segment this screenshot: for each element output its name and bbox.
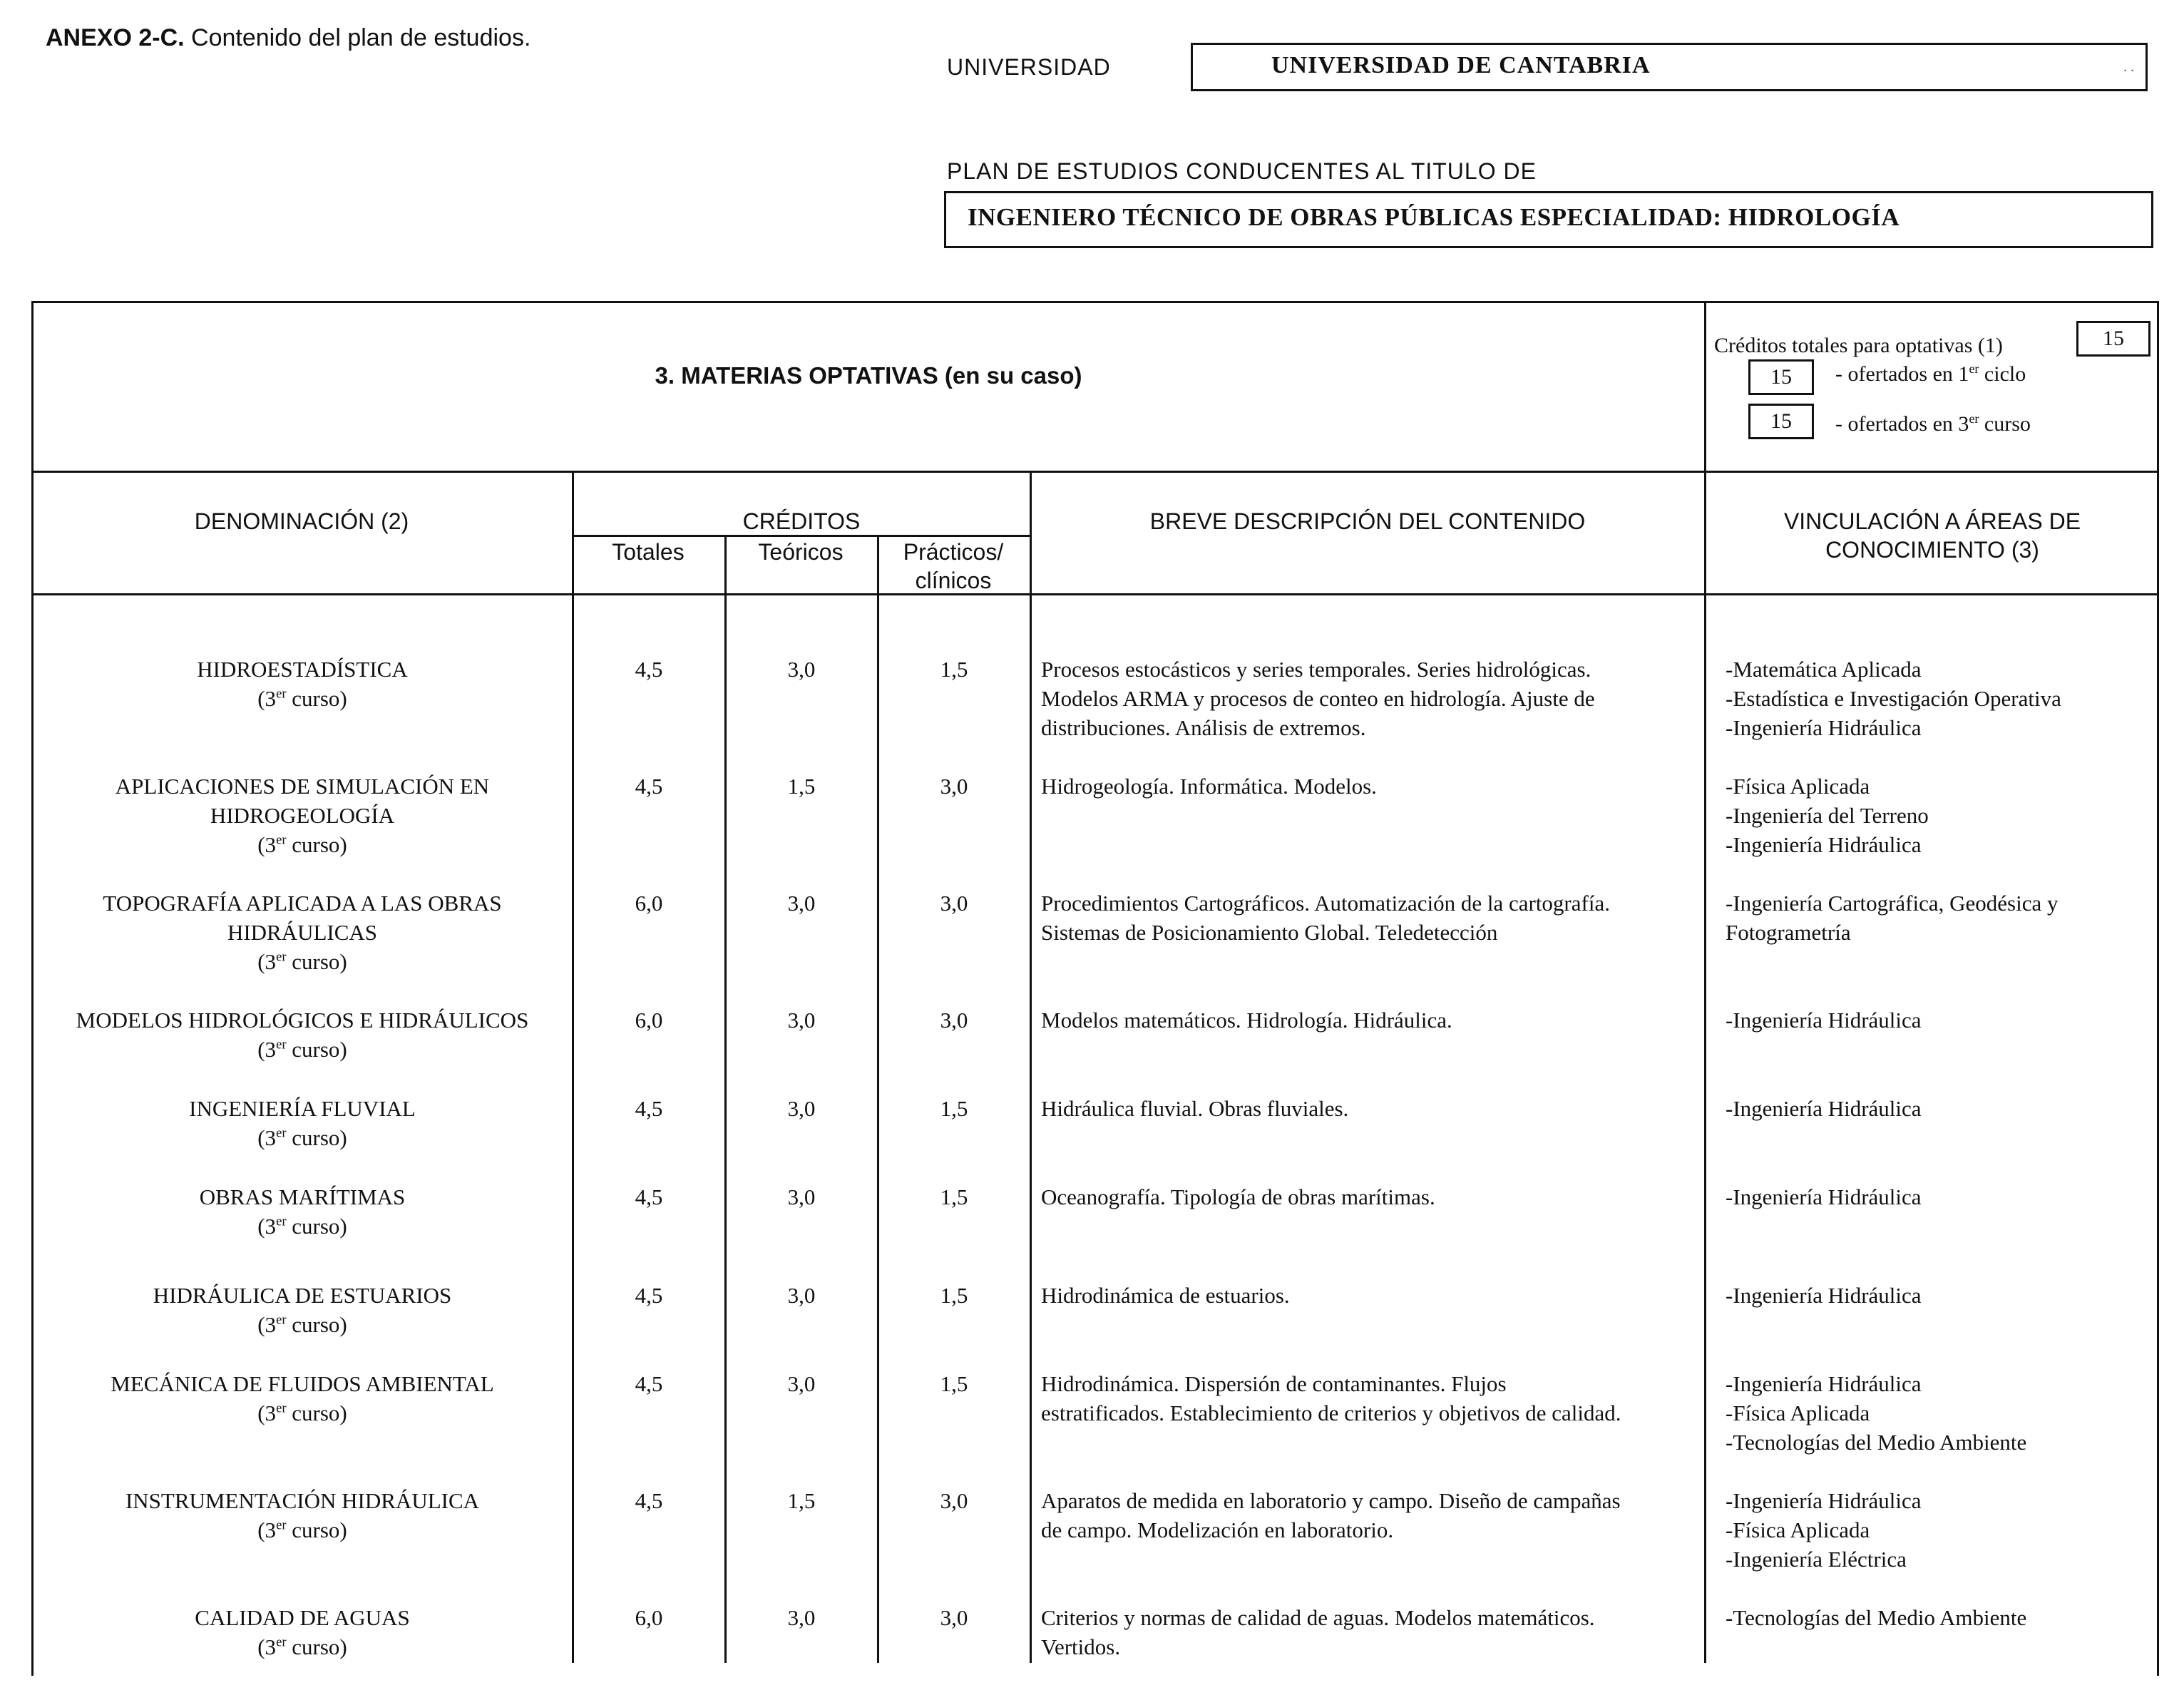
- table-rule: [1704, 301, 1706, 1663]
- knowledge-area: -Tecnologías del Medio Ambiente: [1726, 1430, 2027, 1455]
- knowledge-area: -Física Aplicada: [1726, 1400, 1870, 1425]
- credits-totales: 4,5: [635, 1096, 663, 1121]
- subject-name-line: OBRAS MARÍTIMAS: [199, 1184, 406, 1209]
- credits-practicos: 1,5: [940, 1371, 968, 1396]
- subject-description: [1041, 1094, 1701, 1123]
- credits-teoricos: 3,0: [787, 1371, 816, 1396]
- third-course-credits: 15: [1748, 404, 1814, 439]
- course-tag: (3er curso): [257, 686, 347, 711]
- credits-teoricos: 3,0: [787, 1605, 816, 1630]
- course-tag: (3er curso): [257, 1214, 347, 1239]
- credits-practicos: 3,0: [940, 1008, 968, 1033]
- header-denominacion: DENOMINACIÓN (2): [194, 508, 409, 534]
- degree-title-box: [944, 191, 2153, 248]
- knowledge-area: -Ingeniería Hidráulica: [1726, 1488, 1922, 1513]
- description-line: Procedimientos Cartográficos. Automatización de la cartografía.: [1041, 891, 1610, 916]
- subject-name: [36, 772, 569, 859]
- subject-description: [1041, 1281, 1701, 1310]
- table-rule: [31, 593, 2159, 595]
- credits-totales: 4,5: [635, 774, 663, 799]
- knowledge-area: -Ingeniería Hidráulica: [1726, 1008, 1922, 1033]
- subject-name: [36, 655, 569, 713]
- optional-credits-label: Créditos totales para optativas (1): [1714, 334, 2003, 357]
- subject-name-line: TOPOGRAFÍA APLICADA A LAS OBRAS: [103, 891, 502, 916]
- knowledge-areas: [1726, 1603, 2153, 1632]
- credits-practicos: 3,0: [940, 1605, 968, 1630]
- description-line: de campo. Modelización en laboratorio.: [1041, 1517, 1394, 1542]
- subject-name: [36, 1094, 569, 1152]
- table-rule: [1030, 471, 1032, 1663]
- course-tag: (3er curso): [257, 1400, 347, 1425]
- course-tag: (3er curso): [257, 949, 347, 974]
- subject-name-line: CALIDAD DE AGUAS: [195, 1605, 410, 1630]
- subject-description: [1041, 1005, 1701, 1035]
- description-line: Modelos matemáticos. Hidrología. Hidráulica.: [1041, 1008, 1452, 1033]
- credits-practicos: 1,5: [940, 1283, 968, 1308]
- table-rule: [572, 471, 574, 1663]
- plan-label: PLAN DE ESTUDIOS CONDUCENTES AL TITULO DE: [947, 158, 1537, 184]
- subject-name-line: APLICACIONES DE SIMULACIÓN EN: [115, 774, 490, 799]
- knowledge-areas: [1726, 1369, 2153, 1457]
- subject-name-line: INGENIERÍA FLUVIAL: [189, 1096, 416, 1121]
- knowledge-area: -Ingeniería Hidráulica: [1726, 832, 1922, 857]
- header-vinculacion: VINCULACIÓN A ÁREAS DE CONOCIMIENTO (3): [1783, 508, 2081, 563]
- degree-title: INGENIERO TÉCNICO DE OBRAS PÚBLICAS ESPECIALIDAD: HIDROLOGÍA: [968, 203, 1900, 231]
- knowledge-area: -Tecnologías del Medio Ambiente: [1726, 1605, 2027, 1630]
- credits-totales: 4,5: [635, 1184, 663, 1209]
- description-line: Procesos estocásticos y series temporales. Series hidrológicas.: [1041, 657, 1591, 682]
- header-totales: Totales: [612, 539, 685, 565]
- description-line: Hidrodinámica. Dispersión de contaminantes. Flujos: [1041, 1371, 1507, 1396]
- university-label: UNIVERSIDAD: [947, 54, 1111, 80]
- subject-name: [36, 889, 569, 976]
- annex-subtitle: Contenido del plan de estudios.: [191, 24, 531, 51]
- knowledge-area: -Ingeniería Hidráulica: [1726, 1283, 1922, 1308]
- credits-teoricos: 3,0: [787, 1283, 816, 1308]
- knowledge-areas: [1726, 1005, 2153, 1035]
- credits-practicos: 3,0: [940, 891, 968, 916]
- description-line: estratificados. Establecimiento de criterios y objetivos de calidad.: [1041, 1400, 1621, 1425]
- knowledge-areas: [1726, 655, 2153, 742]
- subject-name-line: MECÁNICA DE FLUIDOS AMBIENTAL: [111, 1371, 494, 1396]
- university-box: [1191, 43, 2148, 91]
- table-rule: [31, 471, 2159, 473]
- credits-practicos: 1,5: [940, 1184, 968, 1209]
- subject-description: [1041, 772, 1701, 801]
- description-line: Modelos ARMA y procesos de conteo en hidrología. Ajuste de: [1041, 686, 1595, 711]
- credits-totales: 6,0: [635, 891, 663, 916]
- knowledge-areas: [1726, 1182, 2153, 1212]
- first-cycle-label: - ofertados en 1er ciclo: [1835, 362, 2026, 386]
- knowledge-area: -Ingeniería Hidráulica: [1726, 1371, 1922, 1396]
- credits-teoricos: 3,0: [787, 1096, 816, 1121]
- subject-name: [36, 1005, 569, 1064]
- knowledge-area: -Física Aplicada: [1726, 1517, 1870, 1542]
- subject-name: [36, 1369, 569, 1428]
- description-line: Criterios y normas de calidad de aguas. Modelos matemáticos.: [1041, 1605, 1595, 1630]
- knowledge-areas: [1726, 772, 2153, 859]
- course-tag: (3er curso): [257, 1037, 347, 1062]
- university-dots: . .: [2123, 59, 2134, 75]
- course-tag: (3er curso): [257, 832, 347, 857]
- subject-name-line: HIDRÁULICAS: [227, 920, 378, 945]
- subject-description: [1041, 655, 1701, 742]
- subject-description: [1041, 1486, 1701, 1545]
- credits-practicos: 1,5: [940, 1096, 968, 1121]
- subject-name-line: HIDROGEOLOGÍA: [210, 803, 395, 828]
- optional-credits-total: 15: [2076, 321, 2150, 357]
- description-line: distribuciones. Análisis de extremos.: [1041, 715, 1366, 740]
- subject-name: [36, 1182, 569, 1241]
- credits-totales: 4,5: [635, 657, 663, 682]
- annex-heading: [46, 24, 530, 52]
- description-line: Sistemas de Posicionamiento Global. Teledetección: [1041, 920, 1498, 945]
- header-descripcion: BREVE DESCRIPCIÓN DEL CONTENIDO: [1149, 508, 1586, 534]
- knowledge-area: -Matemática Aplicada: [1726, 657, 1922, 682]
- credits-teoricos: 3,0: [787, 1184, 816, 1209]
- subject-description: [1041, 1369, 1701, 1428]
- knowledge-area: -Ingeniería Hidráulica: [1726, 1096, 1922, 1121]
- credits-teoricos: 3,0: [787, 891, 816, 916]
- subject-name: [36, 1603, 569, 1661]
- knowledge-area: -Estadística e Investigación Operativa: [1726, 686, 2061, 711]
- third-course-label: - ofertados en 3er curso: [1835, 411, 2031, 436]
- subject-name-line: HIDRÁULICA DE ESTUARIOS: [153, 1283, 452, 1308]
- header-practicos: Prácticos/ clínicos: [903, 539, 1004, 593]
- knowledge-area: -Ingeniería del Terreno: [1726, 803, 1929, 828]
- course-tag: (3er curso): [257, 1517, 347, 1542]
- subject-name-line: MODELOS HIDROLÓGICOS E HIDRÁULICOS: [76, 1008, 529, 1033]
- header-teoricos: Teóricos: [758, 539, 844, 565]
- section-title: 3. MATERIAS OPTATIVAS (en su caso): [655, 362, 1082, 389]
- course-tag: (3er curso): [257, 1125, 347, 1150]
- subject-description: [1041, 1182, 1701, 1212]
- credits-teoricos: 3,0: [787, 1008, 816, 1033]
- credits-totales: 4,5: [635, 1371, 663, 1396]
- subject-name-line: HIDROESTADÍSTICA: [197, 657, 408, 682]
- university-name: UNIVERSIDAD DE CANTABRIA: [1271, 52, 1651, 78]
- credits-practicos: 1,5: [940, 657, 968, 682]
- credits-practicos: 3,0: [940, 1488, 968, 1513]
- credits-practicos: 3,0: [940, 774, 968, 799]
- description-line: Aparatos de medida en laboratorio y campo. Diseño de campañas: [1041, 1488, 1621, 1513]
- credits-totales: 4,5: [635, 1488, 663, 1513]
- knowledge-areas: [1726, 1281, 2153, 1310]
- knowledge-area: -Ingeniería Hidráulica: [1726, 1184, 1922, 1209]
- subject-description: [1041, 889, 1701, 947]
- knowledge-area: -Ingeniería Hidráulica: [1726, 715, 1922, 740]
- credits-totales: 4,5: [635, 1283, 663, 1308]
- description-line: Oceanografía. Tipología de obras marítimas.: [1041, 1184, 1435, 1209]
- knowledge-areas: [1726, 1486, 2153, 1574]
- course-tag: (3er curso): [257, 1312, 347, 1337]
- annex-number: ANEXO 2-C.: [46, 24, 185, 51]
- subject-name: [36, 1281, 569, 1339]
- description-line: Vertidos.: [1041, 1634, 1121, 1659]
- credits-teoricos: 3,0: [787, 657, 816, 682]
- first-cycle-credits: 15: [1748, 359, 1814, 395]
- credits-teoricos: 1,5: [787, 774, 816, 799]
- knowledge-area: Fotogrametría: [1726, 920, 1851, 945]
- knowledge-areas: [1726, 1094, 2153, 1123]
- course-tag: (3er curso): [257, 1634, 347, 1659]
- description-line: Hidrodinámica de estuarios.: [1041, 1283, 1290, 1308]
- credits-teoricos: 1,5: [787, 1488, 816, 1513]
- header-creditos: CRÉDITOS: [742, 508, 861, 534]
- subject-name: [36, 1486, 569, 1545]
- subject-description: [1041, 1603, 1701, 1661]
- description-line: Hidrogeología. Informática. Modelos.: [1041, 774, 1377, 799]
- knowledge-areas: [1726, 889, 2153, 947]
- credits-totales: 6,0: [635, 1008, 663, 1033]
- knowledge-area: -Física Aplicada: [1726, 774, 1870, 799]
- subject-name-line: INSTRUMENTACIÓN HIDRÁULICA: [125, 1488, 480, 1513]
- knowledge-area: -Ingeniería Cartográfica, Geodésica y: [1726, 891, 2059, 916]
- description-line: Hidráulica fluvial. Obras fluviales.: [1041, 1096, 1349, 1121]
- credits-totales: 6,0: [635, 1605, 663, 1630]
- knowledge-area: -Ingeniería Eléctrica: [1726, 1547, 1907, 1572]
